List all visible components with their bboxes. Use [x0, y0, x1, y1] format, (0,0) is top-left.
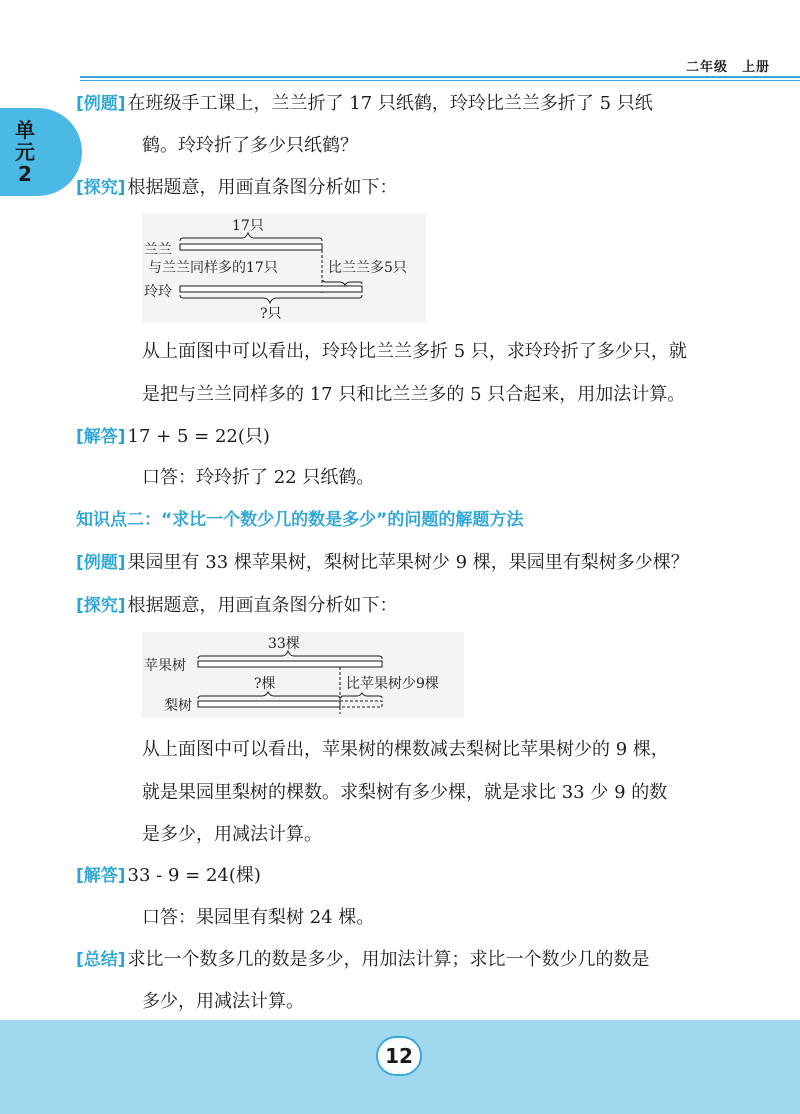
- unit-tab-char1: 单: [15, 118, 35, 142]
- summary-tag: [总结]: [76, 950, 126, 970]
- diagram2-row2-label: 梨树: [164, 698, 192, 714]
- diagram2-bar-missing: [340, 701, 382, 707]
- unit-tab-number: 2: [18, 162, 32, 186]
- diagram1-extra-brace: [323, 280, 362, 285]
- diagram2-middle-brace: [198, 692, 340, 699]
- analysis2-line3: 是多少，用减法计算。: [142, 824, 322, 845]
- answer-tag-2: [解答]: [76, 866, 126, 886]
- example-tag: [例题]: [76, 94, 126, 114]
- grade-label: 二年级 上册: [685, 60, 770, 75]
- diagram1-bottom-label: ?只: [260, 306, 282, 322]
- diagram1-bar-lanlan: [180, 244, 322, 250]
- answer2-line: [76, 864, 261, 888]
- answer1-line: [76, 425, 270, 449]
- answer2-text: 33 - 9 = 24(棵): [127, 865, 261, 886]
- diagram1-bottom-brace: [180, 295, 362, 303]
- summary-text: 求比一个数多几的数是多少，用加法计算；求比一个数少几的数是: [127, 949, 650, 970]
- knowledge-point-heading: 知识点二：“求比一个数少几的数是多少”的问题的解题方法: [76, 510, 524, 530]
- diagram2-row1-label: 苹果树: [144, 658, 186, 674]
- answer-tag: [解答]: [76, 427, 126, 447]
- unit-tab-char2: 元: [15, 140, 35, 164]
- example1-line2: 鹤。玲玲折了多少只纸鹤？: [142, 135, 358, 156]
- analysis1-line2: 是把与兰兰同样多的 17 只和比兰兰多的 5 只合起来，用加法计算。: [142, 384, 686, 405]
- unit-tab: [0, 108, 82, 196]
- analysis1-line1: 从上面图中可以看出，玲玲比兰兰多折 5 只，求玲玲折了多少只，就: [142, 341, 687, 362]
- diagram1-row1-label: 兰兰: [144, 242, 172, 258]
- example2-line: [76, 551, 689, 575]
- diagram2-middle-right: 比苹果树少9棵: [346, 676, 439, 692]
- summary-line2: 多少，用减法计算。: [142, 991, 304, 1012]
- explore-tag-2: [探究]: [76, 596, 126, 616]
- summary-line1: [76, 948, 650, 972]
- diagram2-middle-left: ?棵: [254, 676, 276, 692]
- bar-diagram-2: [142, 632, 464, 718]
- header-rule-thin: [80, 80, 800, 81]
- reply2-line: 口答：果园里有梨树 24 棵。: [142, 907, 375, 928]
- bar-diagram-1: [142, 214, 426, 322]
- diagram1-top-brace: [180, 233, 322, 241]
- example1-text: 在班级手工课上，兰兰折了 17 只纸鹤，玲玲比兰兰多折了 5 只纸: [127, 93, 653, 114]
- diagram1-middle-left: 与兰兰同样多的17只: [148, 260, 278, 276]
- example1-line1: [76, 92, 653, 116]
- explore-tag: [探究]: [76, 178, 126, 198]
- diagram1-bar-lingling: [180, 286, 362, 292]
- analysis2-line1: 从上面图中可以看出，苹果树的棵数减去梨树比苹果树少的 9 棵，: [142, 739, 669, 760]
- explore2-text: 根据题意，用画直条图分析如下：: [127, 595, 398, 616]
- header-rule: [80, 76, 800, 78]
- diagram2-top-brace: [198, 651, 382, 659]
- diagram2-bar-pear: [198, 701, 340, 707]
- diagram2-less-brace: [341, 693, 382, 698]
- answer1-text: 17 + 5 = 22(只): [127, 426, 270, 447]
- diagram1-middle-right: 比兰兰多5只: [328, 260, 407, 276]
- analysis2-line2: 就是果园里梨树的棵数。求梨树有多少棵，就是求比 33 少 9 的数: [142, 782, 668, 803]
- explore1-line: [76, 176, 398, 200]
- diagram2-bar-apple: [198, 661, 382, 667]
- explore1-text: 根据题意，用画直条图分析如下：: [127, 177, 398, 198]
- example-tag-2: [例题]: [76, 553, 126, 573]
- diagram1-row2-label: 玲玲: [144, 284, 172, 300]
- explore2-line: [76, 594, 398, 618]
- diagram1-top-label: 17只: [232, 218, 264, 234]
- diagram2-top-label: 33棵: [268, 636, 300, 652]
- reply1-line: 口答：玲玲折了 22 只纸鹤。: [142, 467, 375, 488]
- page-number: 12: [376, 1036, 422, 1076]
- example2-text: 果园里有 33 棵苹果树，梨树比苹果树少 9 棵，果园里有梨树多少棵？: [127, 552, 689, 573]
